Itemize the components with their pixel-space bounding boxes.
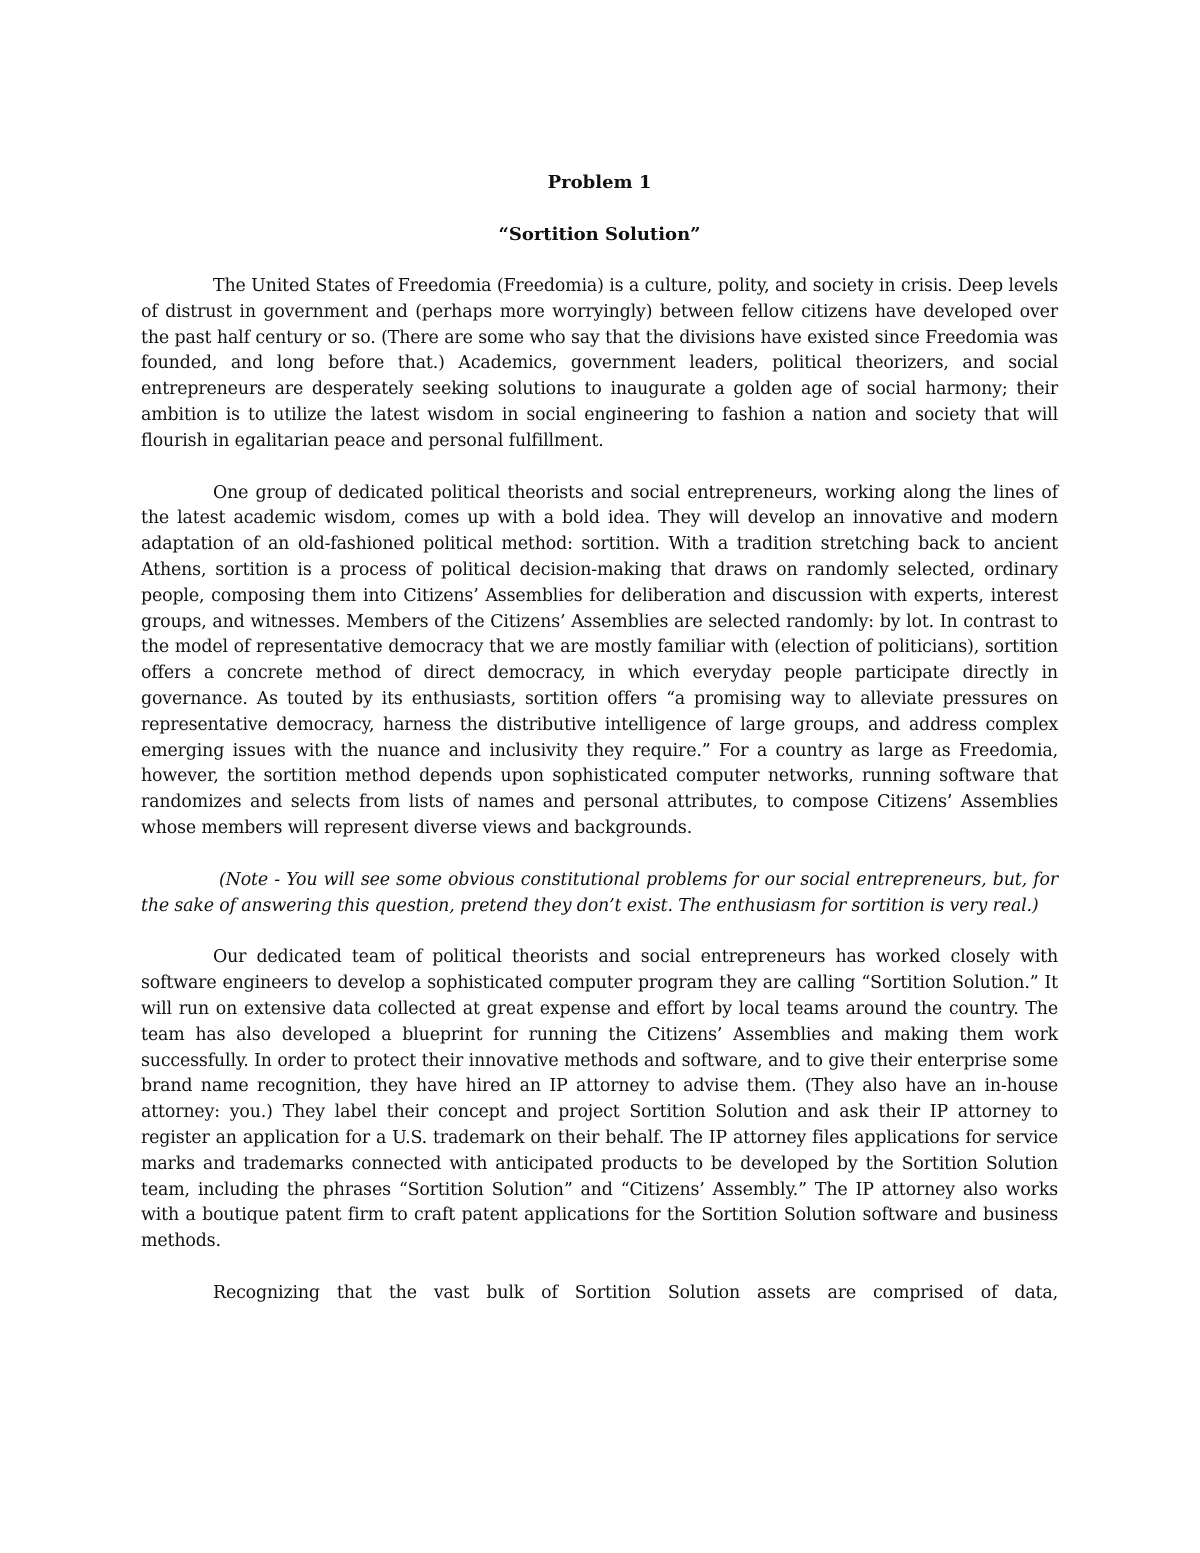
- paragraph-note: (Note - You will see some obvious constitutional problems for our social entrepreneurs, but, for the sake of answering this question, pretend they don’t exist. The enthusiasm for sortition is very real.): [141, 869, 1058, 916]
- paragraph-crisis: The United States of Freedomia (Freedomia) is a culture, polity, and society in crisis. Deep levels of distrust in government and (perhaps more worryingly) between fellow citizens have developed over the past half century or so. (There are some who say that the divisions have existed since Freedomia was founded, and long before that.) Academics, government leaders, political theorizers, and social entrepreneurs are desperately seeking solutions to inaugurate a golden age of social harmony; their ambition is to utilize the latest wisdom in social engineering to fashion a nation and society that will flourish in egalitarian peace and personal fulfillment.: [141, 276, 1058, 451]
- document-title: Problem 1: [547, 172, 652, 193]
- paragraph-ip-attorney: Our dedicated team of political theorists and social entrepreneurs has worked closely with software engineers to develop a sophisticated computer program they are calling “Sortition Solution.” It will run on extensive data collected at great expense and effort by local teams around the country. The team has also developed a blueprint for running the Citizens’ Assemblies and making them work successfully. In order to protect their innovative methods and software, and to give their enterprise some brand name recognition, they have hired an IP attorney to advise them. (They also have an in-house attorney: you.) They label their concept and project Sortition Solution and ask their IP attorney to register an application for a U.S. trademark on their behalf. The IP attorney files applications for service marks and trademarks connected with anticipated products to be developed by the Sortition Solution team, including the phrases “Sortition Solution” and “Citizens’ Assembly.” The IP attorney also works with a boutique patent firm to craft patent applications for the Sortition Solution software and business methods.: [141, 947, 1058, 1252]
- document-subtitle: “Sortition Solution”: [498, 224, 701, 245]
- paragraph-data-assets: Recognizing that the vast bulk of Sortition Solution assets are comprised of data,: [213, 1282, 1058, 1303]
- document-page: [141, 170, 1058, 1307]
- paragraph-sortition-idea: One group of dedicated political theorists and social entrepreneurs, working along the lines of the latest academic wisdom, comes up with a bold idea. They will develop an innovative and modern adaptation of an old-fashioned political method: sortition. With a tradition stretching back to ancient Athens, sortition is a process of political decision-making that draws on randomly selected, ordinary people, composing them into Citizens’ Assemblies for deliberation and discussion with experts, interest groups, and witnesses. Members of the Citizens’ Assemblies are selected randomly: by lot. In contrast to the model of representative democracy that we are mostly familiar with (election of politicians), sortition offers a concrete method of direct democracy, in which everyday people participate directly in governance. As touted by its enthusiasts, sortition offers “a promising way to alleviate pressures on representative democracy, harness the distributive intelligence of large groups, and address complex emerging issues with the nuance and inclusivity they require.” For a country as large as Freedomia, however, the sortition method depends upon sophisticated computer networks, running software that randomizes and selects from lists of names and personal attributes, to compose Citizens’ Assemblies whose members will represent diverse views and backgrounds.: [141, 482, 1058, 838]
